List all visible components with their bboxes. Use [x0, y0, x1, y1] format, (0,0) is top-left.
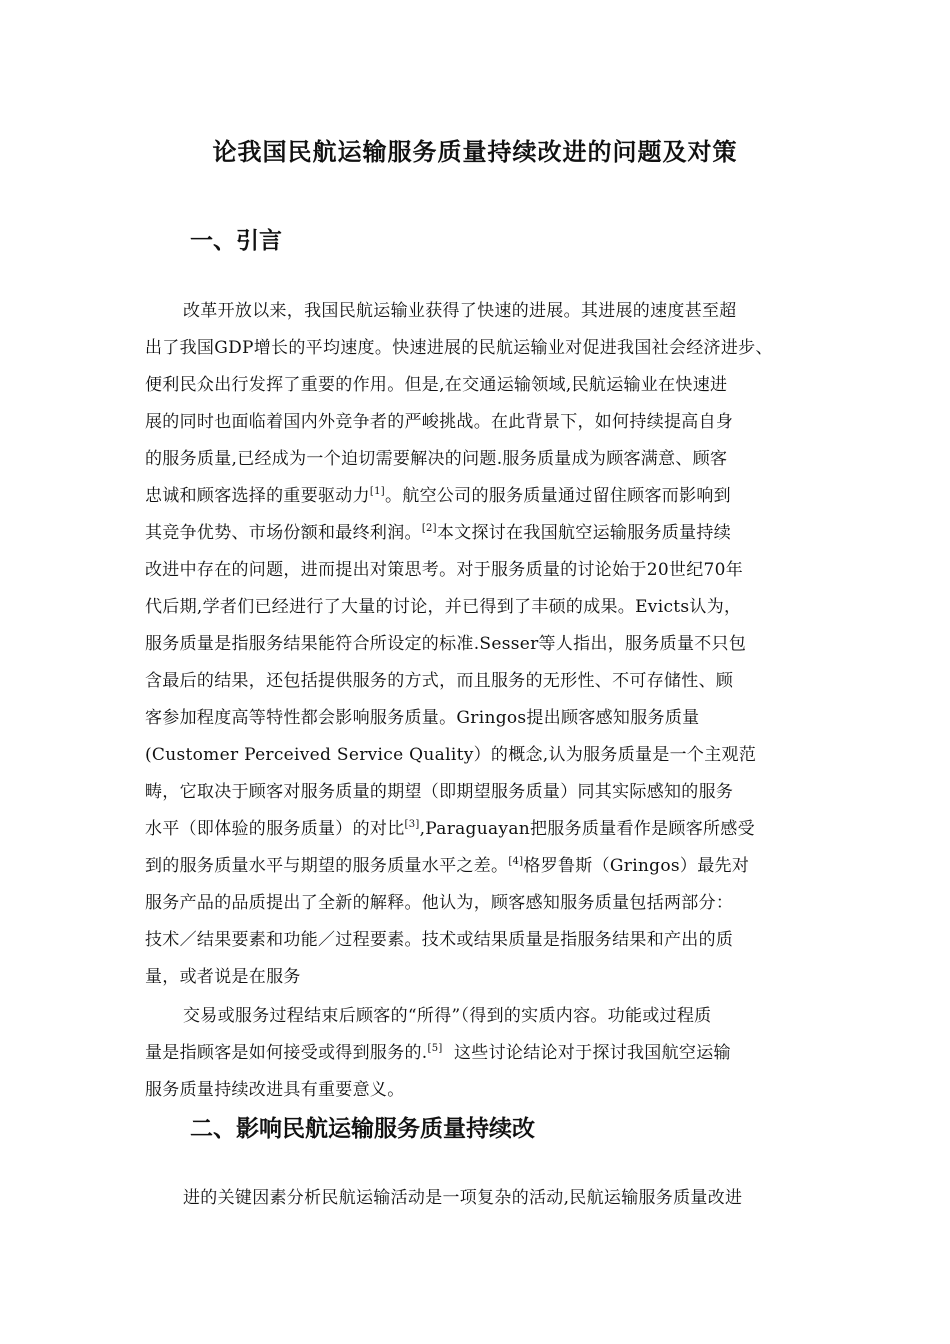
- text-line: 出了我国GDP增长的平均速度。快速进展的民航运输业对促进我国社会经济进步、: [145, 338, 773, 358]
- text-segment: 。航空公司的服务质量通过留住顾客而影响到: [384, 486, 731, 506]
- paragraph-key-factors: [145, 1180, 815, 1217]
- paragraph-introduction: [145, 293, 815, 996]
- text-line: [145, 515, 815, 552]
- citation-marker: [4]: [508, 856, 524, 867]
- text-line: [145, 811, 815, 848]
- text-segment: 水平（即体验的服务质量）的对比: [145, 819, 405, 839]
- text-line: 服务质量持续改进具有重要意义。: [145, 1080, 405, 1100]
- text-line: 进的关键因素分析民航运输活动是一项复杂的活动,民航运输服务质量改进: [183, 1188, 743, 1208]
- text-segment: 本文探讨在我国航空运输服务质量持续: [436, 523, 731, 543]
- text-line: 量，或者说是在服务: [145, 967, 301, 987]
- citation-marker: [2]: [421, 523, 437, 534]
- text-line: 交易或服务过程结束后顾客的“所得”（得到的实质内容。功能或过程质: [183, 1006, 712, 1026]
- text-line: 客参加程度高等特性都会影响服务质量。Gringos提出顾客感知服务质量: [145, 708, 700, 728]
- text-segment: 量是指顾客是如何接受或得到服务的.: [145, 1043, 428, 1063]
- text-line: 服务质量是指服务结果能符合所设定的标准.Sesser等人指出，服务质量不只包: [145, 634, 747, 654]
- document-title: 论我国民航运输服务质量持续改进的问题及对策: [212, 138, 738, 166]
- text-line: 畴，它取决于顾客对服务质量的期望（即期望服务质量）同其实际感知的服务: [145, 782, 734, 802]
- section-heading-introduction: 一、引言: [190, 228, 282, 254]
- text-line: 改革开放以来，我国民航运输业获得了快速的进展。其进展的速度甚至超: [183, 301, 737, 321]
- text-line: (Customer Perceived Service Quality）的概念,认为服务质量是一个主观范: [145, 745, 757, 765]
- text-line: 展的同时也面临着国内外竞争者的严峻挑战。在此背景下，如何持续提高自身: [145, 412, 734, 432]
- text-segment: 这些讨论结论对于探讨我国航空运输: [442, 1043, 731, 1063]
- text-segment: 其竞争优势、市场份额和最终利润。: [145, 523, 422, 543]
- text-line: [145, 1035, 815, 1072]
- text-segment: ,Paraguayan把服务质量看作是顾客所感受: [419, 819, 755, 839]
- text-line: 代后期,学者们已经进行了大量的讨论，并已得到了丰硕的成果。Evicts认为，: [145, 597, 742, 617]
- text-line: 便利民众出行发挥了重要的作用。但是,在交通运输领域,民航运输业在快速进: [145, 375, 728, 395]
- paragraph-service-quality: [145, 998, 815, 1109]
- citation-marker: [1]: [369, 486, 385, 497]
- text-line: [145, 478, 815, 515]
- citation-marker: [5]: [427, 1043, 443, 1054]
- text-segment: 忠诚和顾客选择的重要驱动力: [145, 486, 370, 506]
- text-line: 技术／结果要素和功能／过程要素。技术或结果质量是指服务结果和产出的质: [145, 930, 734, 950]
- text-line: 改进中存在的问题，进而提出对策思考。对于服务质量的讨论始于20世纪70年: [145, 560, 744, 580]
- text-line: 的服务质量,已经成为一个迫切需要解决的问题.服务质量成为顾客满意、顾客: [145, 449, 728, 469]
- text-line: 服务产品的品质提出了全新的解释。他认为，顾客感知服务质量包括两部分：: [145, 893, 734, 913]
- text-line: 含最后的结果，还包括提供服务的方式，而且服务的无形性、不可存储性、顾: [145, 671, 734, 691]
- text-segment: 格罗鲁斯（Gringos）最先对: [523, 856, 750, 876]
- text-line: [145, 848, 815, 885]
- text-segment: 到的服务质量水平与期望的服务质量水平之差。: [145, 856, 509, 876]
- citation-marker: [3]: [404, 819, 420, 830]
- section-heading-key-factors: 二、影响民航运输服务质量持续改: [190, 1116, 535, 1142]
